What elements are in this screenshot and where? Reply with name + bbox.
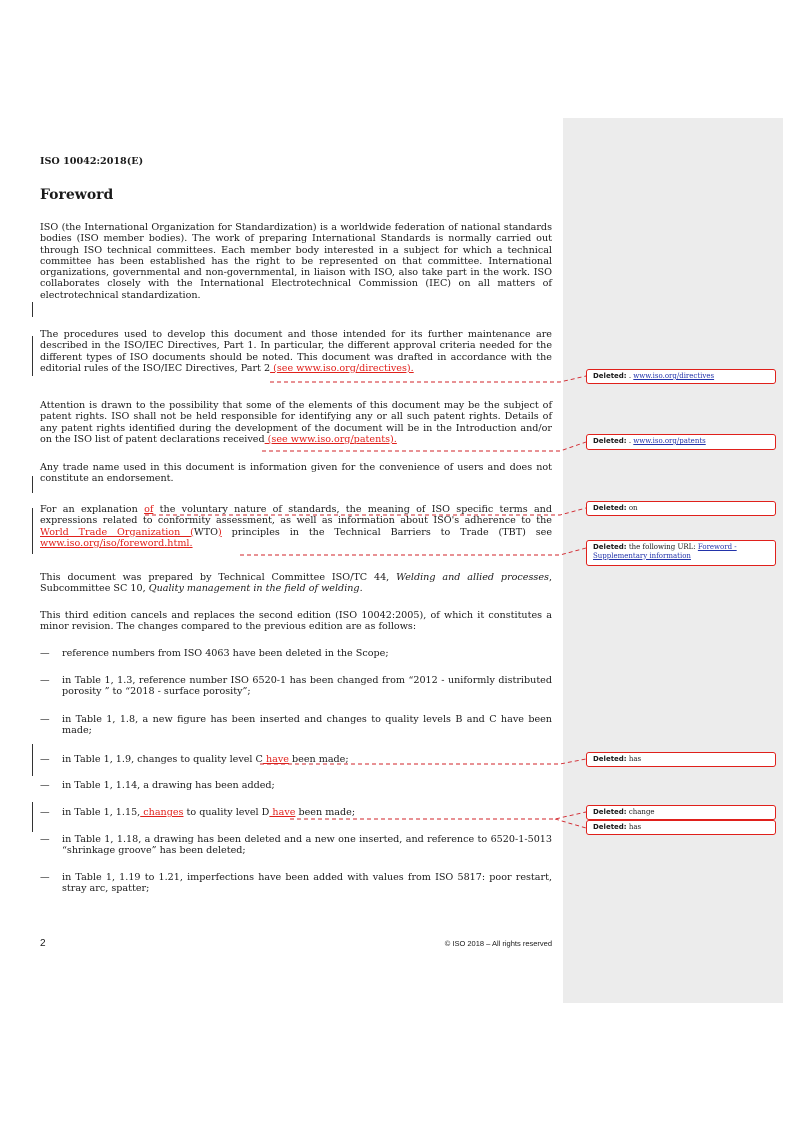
document-identifier: ISO 10042:2018(E) — [40, 156, 144, 167]
deleted-balloon[interactable]: Deleted: . www.iso.org/directives — [586, 369, 776, 384]
connector-line — [290, 812, 586, 819]
insertion-directives[interactable]: (see www.iso.org/directives). — [270, 362, 414, 374]
foreword-heading: Foreword — [40, 187, 114, 203]
insertion-have[interactable]: have — [269, 807, 296, 818]
insertion-have[interactable]: have — [262, 754, 289, 765]
connector-line — [270, 376, 586, 382]
deleted-balloon[interactable]: Deleted: has — [586, 752, 776, 767]
deleted-balloon[interactable]: Deleted: has — [586, 820, 776, 835]
paragraph-iso-intro: ISO (the International Organization for Standardization) is a worldwide federation of national standards bodies (ISO member bodies). The work of preparing International Standards is normally carried out through ISO technical committees. Each member body interested in a subject for which a technical committee has been established has the right to be represented on that committee. International organizations, governmental and non-governmental, in liaison with ISO, also take part in the work. ISO collaborates closely with the International Electrotechnical Commission (IEC) on all matters of electrotechnical standardization. — [40, 222, 552, 301]
deleted-balloon[interactable]: Deleted: on — [586, 501, 776, 516]
paragraph-patents: Attention is drawn to the possibility that some of the elements of this document may be the subject of patent rights. ISO shall not be held responsible for identifying any or all such patent rights. Details of any patent rights identified during the development of the document will be in the Introduction and/or on the ISO list of patent declarations received (see www.iso.org/patents). — [40, 400, 552, 445]
connector-line — [145, 508, 586, 515]
connector-line — [262, 442, 586, 451]
connector-line — [260, 759, 586, 764]
insertion-paren[interactable]: ) — [218, 526, 222, 538]
paragraph-trade-name: Any trade name used in this document is information given for the convenience of users and does not constitute an endorsement. — [40, 462, 552, 485]
copyright-notice: © ISO 2018 – All rights reserved — [444, 939, 552, 948]
insertion-wto[interactable]: World Trade Organization ( — [40, 526, 194, 538]
deleted-balloon[interactable]: Deleted: . www.iso.org/patents — [586, 434, 776, 450]
insertion-changes[interactable]: changes — [140, 807, 184, 818]
document-page: ISO 10042:2018(E) Foreword ISO (the International Organization for Standardization) is a worldwide federation of national standards bodies (ISO member bodies). The work of preparing International Standards is normally carried out through ISO technical committees. Each member body interested in a subject for which a technical committee has been established has the right to be represented on that committee. International organizations, governmental and non-governmental, in liaison with ISO, also take part in the work. ISO collaborates closely with the International Electrotechnical Commission (IEC) on all matters of electrotechnical standardization. The procedures used to develop this document and those intended for its further maintenance are described in the ISO/IEC Directives, Part 1. In particular, the different approval criteria needed for the different types of ISO documents should be noted. This document was drafted in accordance with the editorial rules of the ISO/IEC Directives, Part 2 (see www.iso.org/directives). Attention is drawn to the possibility that some of the elements of this document may be the subject of patent rights. ISO shall not be held responsible for identifying any or all such patent rights. Details of any patent rights identified during the development of the document will be in the Introduction and/or on the ISO list of patent declarations received (see www.iso.org/patents). Any trade name used in this document is information given for the convenience of users and does not constitute an endorsement. For an explanation of the voluntary nature of standards, the meaning of ISO specific terms and expressions related to conformity assessment, as well as information about ISO's adherence to the World Trade Organization (WTO) principles in the Technical Barriers to Trade (TBT) see www.iso.org/iso/foreword.html. This document was prepared by Technical Committee ISO/TC 44, Welding and allied processes, Subcommittee SC 10, Quality management in the field of welding. This third edition cancels and replaces the second edition (ISO 10042:2005), of which it constitutes a minor revision. The changes compared to the previous edition are as follows: — reference numbers from ISO 4063 have been deleted in the Scope; — in Table 1, 1.3, reference number ISO 6520-1 has been changed from “2012 - uniformly distributed porosity ” to “2018 - surface porosity”; — in Table 1, 1.8, a new figure has been inserted and changes to quality levels B and C have been made; — in Table 1, 1.9, changes to quality level C have been made; — in Table 1, 1.14, a drawing has been added; — in Table 1, 1.15, changes to quality level D have been made; — in Table 1, 1.18, a drawing has been deleted and a new one inserted, and reference to 6520-1-5013 “shrinkage groove” has been deleted; — in Table 1, 1.19 to 1.21, imperfections have been added with values from ISO 5817: poor restart, stray arc, spatter; Deleted: . www.iso.org/directives Deleted: . www.iso.org/patents Deleted: on Deleted: the following URL: Foreword - Supplementary information Deleted: has Deleted: change Deleted: has 2 © ISO 2018 – All rights reserved — [0, 0, 793, 1122]
paragraph-edition: This third edition cancels and replaces the second edition (ISO 10042:2005), of which it constitutes a minor revision. The changes compared to the previous edition are as follows: — [40, 610, 552, 633]
paragraph-procedures: The procedures used to develop this document and those intended for its further maintenance are described in the ISO/IEC Directives, Part 1. In particular, the different approval criteria needed for the different types of ISO documents should be noted. This document was drafted in accordance with the editorial rules of the ISO/IEC Directives, Part 2 (see www.iso.org/directives). — [40, 329, 552, 374]
deleted-balloon[interactable]: Deleted: the following URL: Foreword - Supplementary information — [586, 540, 776, 566]
paragraph-prepared-by: This document was prepared by Technical Committee ISO/TC 44, Welding and allied processes, Subcommittee SC 10, Quality management in the field of welding. — [40, 572, 552, 595]
deleted-balloon[interactable]: Deleted: change — [586, 805, 776, 820]
connector-line — [240, 548, 586, 555]
insertion-foreword-url[interactable]: www.iso.org/iso/foreword.html. — [40, 537, 193, 549]
paragraph-explanation: For an explanation of the voluntary nature of standards, the meaning of ISO specific terms and expressions related to conformity assessment, as well as information about ISO's adherence to the World Trade Organization (WTO) principles in the Technical Barriers to Trade (TBT) see www.iso.org/iso/foreword.html. — [40, 504, 552, 549]
page-number: 2 — [40, 938, 46, 949]
insertion-of[interactable]: of — [144, 504, 154, 515]
connector-line — [555, 819, 586, 828]
insertion-patents[interactable]: (see www.iso.org/patents). — [264, 433, 397, 445]
